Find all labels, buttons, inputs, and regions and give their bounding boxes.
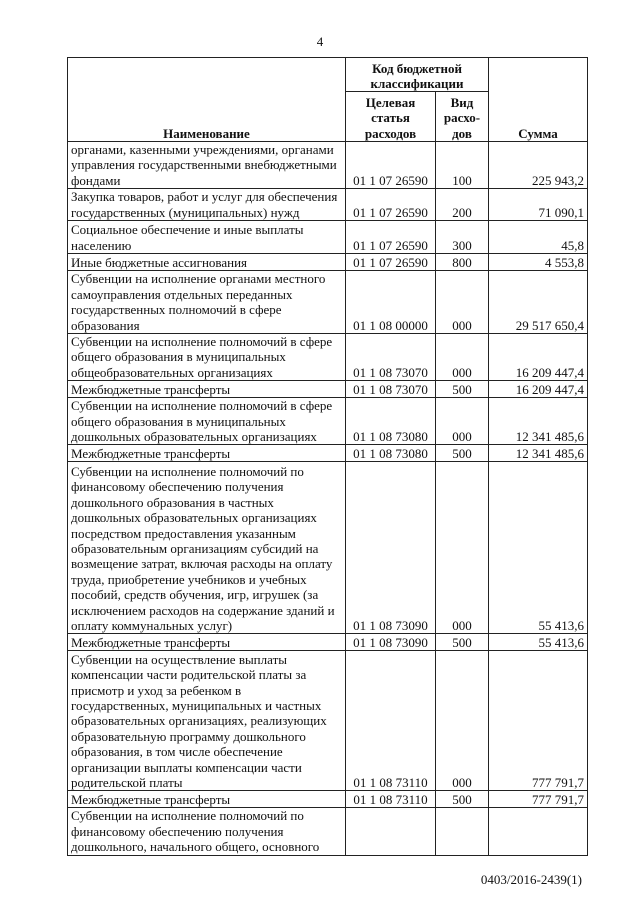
row-target-article: 01 1 08 73090	[346, 462, 436, 634]
row-expense-type: 300	[436, 221, 489, 254]
row-sum: 45,8	[489, 221, 588, 254]
page-number: 4	[316, 34, 324, 49]
row-name: Иные бюджетные ассигнования	[68, 254, 346, 271]
row-expense-type: 000	[436, 651, 489, 791]
table-row	[68, 445, 588, 462]
row-sum: 12 341 485,6	[489, 398, 588, 445]
row-sum: 55 413,6	[489, 634, 588, 651]
row-sum: 16 209 447,4	[489, 381, 588, 398]
row-target-article: 01 1 07 26590	[346, 254, 436, 271]
header-sum: Сумма	[489, 58, 588, 142]
table-row	[68, 651, 588, 791]
row-target-article	[346, 808, 436, 855]
row-name: Межбюджетные трансферты	[68, 634, 346, 651]
table-row	[68, 334, 588, 381]
row-name: Межбюджетные трансферты	[68, 445, 346, 462]
row-name: органами, казенными учреждениями, органами управления государственными внебюджетными фондами	[68, 142, 346, 189]
row-sum: 777 791,7	[489, 791, 588, 808]
row-target-article: 01 1 08 73080	[346, 445, 436, 462]
table-row	[68, 142, 588, 189]
table-row	[68, 381, 588, 398]
row-name: Субвенции на осуществление выплаты компенсации части родительской платы за присмотр и уход за ребенком в государственных, муниципальных и частных образовательных организациях, реализующих образовательную программу дошкольного образования, в том числе обеспечение организации выплаты компенсации части родительской платы	[68, 651, 346, 791]
row-expense-type: 500	[436, 381, 489, 398]
row-target-article: 01 1 08 73110	[346, 651, 436, 791]
row-expense-type: 000	[436, 398, 489, 445]
table-row	[68, 462, 588, 634]
row-name: Субвенции на исполнение органами местного самоуправления отдельных переданных государственных полномочий в сфере образования	[68, 271, 346, 334]
table-row	[68, 189, 588, 221]
row-target-article: 01 1 07 26590	[346, 221, 436, 254]
row-name: Социальное обеспечение и иные выплаты населению	[68, 221, 346, 254]
row-sum: 29 517 650,4	[489, 271, 588, 334]
row-expense-type: 000	[436, 462, 489, 634]
row-expense-type	[436, 808, 489, 855]
header-expense-type: Вид расхо-дов	[436, 92, 489, 142]
row-target-article: 01 1 08 73090	[346, 634, 436, 651]
header-target-article: Целевая статья расходов	[346, 92, 436, 142]
row-expense-type: 500	[436, 445, 489, 462]
table-row	[68, 221, 588, 254]
row-target-article: 01 1 08 73070	[346, 381, 436, 398]
table-row	[68, 398, 588, 445]
row-expense-type: 800	[436, 254, 489, 271]
header-name: Наименование	[68, 58, 346, 142]
row-sum: 225 943,2	[489, 142, 588, 189]
row-sum: 16 209 447,4	[489, 334, 588, 381]
row-sum: 777 791,7	[489, 651, 588, 791]
table-row	[68, 634, 588, 651]
row-expense-type: 200	[436, 189, 489, 221]
row-sum	[489, 808, 588, 855]
row-sum: 55 413,6	[489, 462, 588, 634]
row-expense-type: 000	[436, 334, 489, 381]
row-sum: 12 341 485,6	[489, 445, 588, 462]
table-row	[68, 271, 588, 334]
row-sum: 71 090,1	[489, 189, 588, 221]
row-name: Субвенции на исполнение полномочий в сфере общего образования в муниципальных дошкольных образовательных организациях	[68, 398, 346, 445]
row-name: Субвенции на исполнение полномочий в сфере общего образования в муниципальных общеобразовательных организациях	[68, 334, 346, 381]
row-target-article: 01 1 08 00000	[346, 271, 436, 334]
row-name: Закупка товаров, работ и услуг для обеспечения государственных (муниципальных) нужд	[68, 189, 346, 221]
table-row	[68, 254, 588, 271]
row-name: Субвенции на исполнение полномочий по финансовому обеспечению получения дошкольного, начального общего, основного	[68, 808, 346, 855]
document-code: 0403/2016-2439(1)	[480, 872, 582, 887]
row-expense-type: 000	[436, 271, 489, 334]
row-target-article: 01 1 08 73070	[346, 334, 436, 381]
row-expense-type: 500	[436, 791, 489, 808]
row-target-article: 01 1 07 26590	[346, 189, 436, 221]
row-name: Межбюджетные трансферты	[68, 381, 346, 398]
table-row	[68, 808, 588, 855]
table-row	[68, 791, 588, 808]
budget-table	[67, 57, 588, 856]
row-name: Межбюджетные трансферты	[68, 791, 346, 808]
row-expense-type: 500	[436, 634, 489, 651]
row-target-article: 01 1 08 73080	[346, 398, 436, 445]
row-sum: 4 553,8	[489, 254, 588, 271]
row-expense-type: 100	[436, 142, 489, 189]
row-name: Субвенции на исполнение полномочий по финансовому обеспечению получения дошкольного образования в частных дошкольных образовательных организациях посредством предоставления указанным образовательным организациям субсидий на возмещение затрат, включая расходы на оплату труда, приобретение учебников и учебных пособий, средств обучения, игр, игрушек (за исключением расходов на содержание зданий и оплату коммунальных услуг)	[68, 462, 346, 634]
row-target-article: 01 1 08 73110	[346, 791, 436, 808]
row-target-article: 01 1 07 26590	[346, 142, 436, 189]
header-budget-code: Код бюджетной классификации	[346, 58, 489, 92]
